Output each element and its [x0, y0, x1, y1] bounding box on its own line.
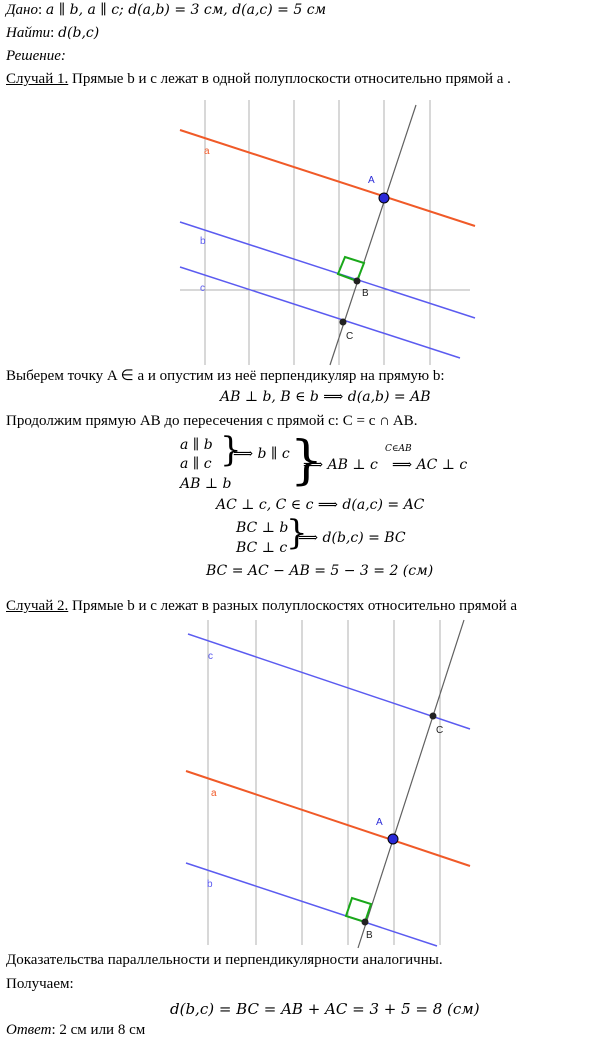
case2-result-label: Получаем: [6, 976, 74, 992]
label-point-a: A [376, 817, 383, 828]
case2-proof-note: Доказательства параллельности и перпендикулярности аналогичны. [6, 952, 443, 968]
find-line: Найти: d(b,c) [6, 25, 100, 41]
line-b [186, 863, 437, 946]
sys1-brace: } [220, 430, 242, 470]
answer-label: Ответ [6, 1022, 52, 1038]
sys3-result: ⟹ d(b,c) = BC [298, 530, 406, 546]
label-point-b: B [366, 930, 373, 941]
sys2-extra: AB ⊥ b [180, 476, 232, 492]
label-b: b [200, 236, 206, 247]
label-c: c [208, 651, 213, 662]
answer-line [6, 1022, 145, 1039]
case2-text: Прямые b и c лежат в разных полуплоскостях относительно прямой a [71, 598, 518, 614]
sys3-brace: } [286, 513, 308, 553]
case1-eq3: BC = AC − AB = 5 − 3 = 2 (см) [206, 563, 434, 579]
sys1-result: ⟹ b ∥ c [233, 446, 290, 462]
label-c: c [200, 283, 205, 294]
given-text: a ∥ b, a ∥ c; d(a,b) = 3 см, d(a,c) = 5 см [45, 2, 327, 18]
point-a [388, 834, 398, 844]
sys2-result2: ⟹ AC ⊥ c [392, 457, 468, 473]
case2-eq: d(b,c) = BC = AB + AC = 3 + 5 = 8 (см) [170, 1000, 480, 1018]
case1-step2: Продолжим прямую AB до пересечения с прямой c: C = c ∩ AB. [6, 413, 418, 429]
sys2-result: ⟹ AB ⊥ c [303, 457, 378, 473]
point-c [430, 713, 437, 720]
point-b [362, 919, 369, 926]
sys1-line2: a ∥ c [180, 456, 212, 472]
sys3-line1: BC ⊥ b [236, 520, 289, 536]
find-text: d(b,c) [58, 25, 100, 41]
label-point-a: A [368, 175, 375, 186]
label-point-c: C [436, 725, 444, 736]
find-label: Найти [6, 25, 51, 41]
right-angle-mark [346, 898, 371, 922]
given-label: Дано [6, 2, 38, 18]
line-ab [358, 620, 464, 948]
case1-step1: Выберем точку A ∈ a и опустим из неё перпендикуляр на прямую b: [6, 368, 445, 384]
label-b: b [207, 879, 213, 890]
label-point-c: C [346, 331, 354, 342]
label-point-b: B [362, 288, 369, 299]
solution-label: Решение: [6, 48, 66, 64]
case1-text: Прямые b и c лежат в одной полуплоскости относительно прямой a . [71, 71, 511, 87]
arrow-label: C∈AB [385, 444, 412, 454]
case1-eq2: AC ⊥ c, C ∈ c ⟹ d(a,c) = AC [216, 497, 425, 513]
label-a: a [211, 788, 217, 799]
given-line: Дано: a ∥ b, a ∥ c; d(a,b) = 3 см, d(a,c) = 5 см [6, 2, 327, 18]
case1-heading: Случай 1. [6, 71, 69, 87]
sys1-line1: a ∥ b [180, 437, 213, 453]
case1-eq1: AB ⊥ b, B ∈ b ⟹ d(a,b) = AB [220, 389, 431, 405]
case2-heading: Случай 2. [6, 598, 69, 614]
sys3-line2: BC ⊥ c [236, 540, 288, 556]
line-c [188, 634, 470, 729]
grid-lines [208, 620, 440, 945]
sys2-brace: } [290, 431, 324, 491]
label-a: a [204, 146, 210, 157]
answer-text: : 2 см или 8 см [51, 1022, 146, 1038]
line-a [186, 771, 470, 866]
